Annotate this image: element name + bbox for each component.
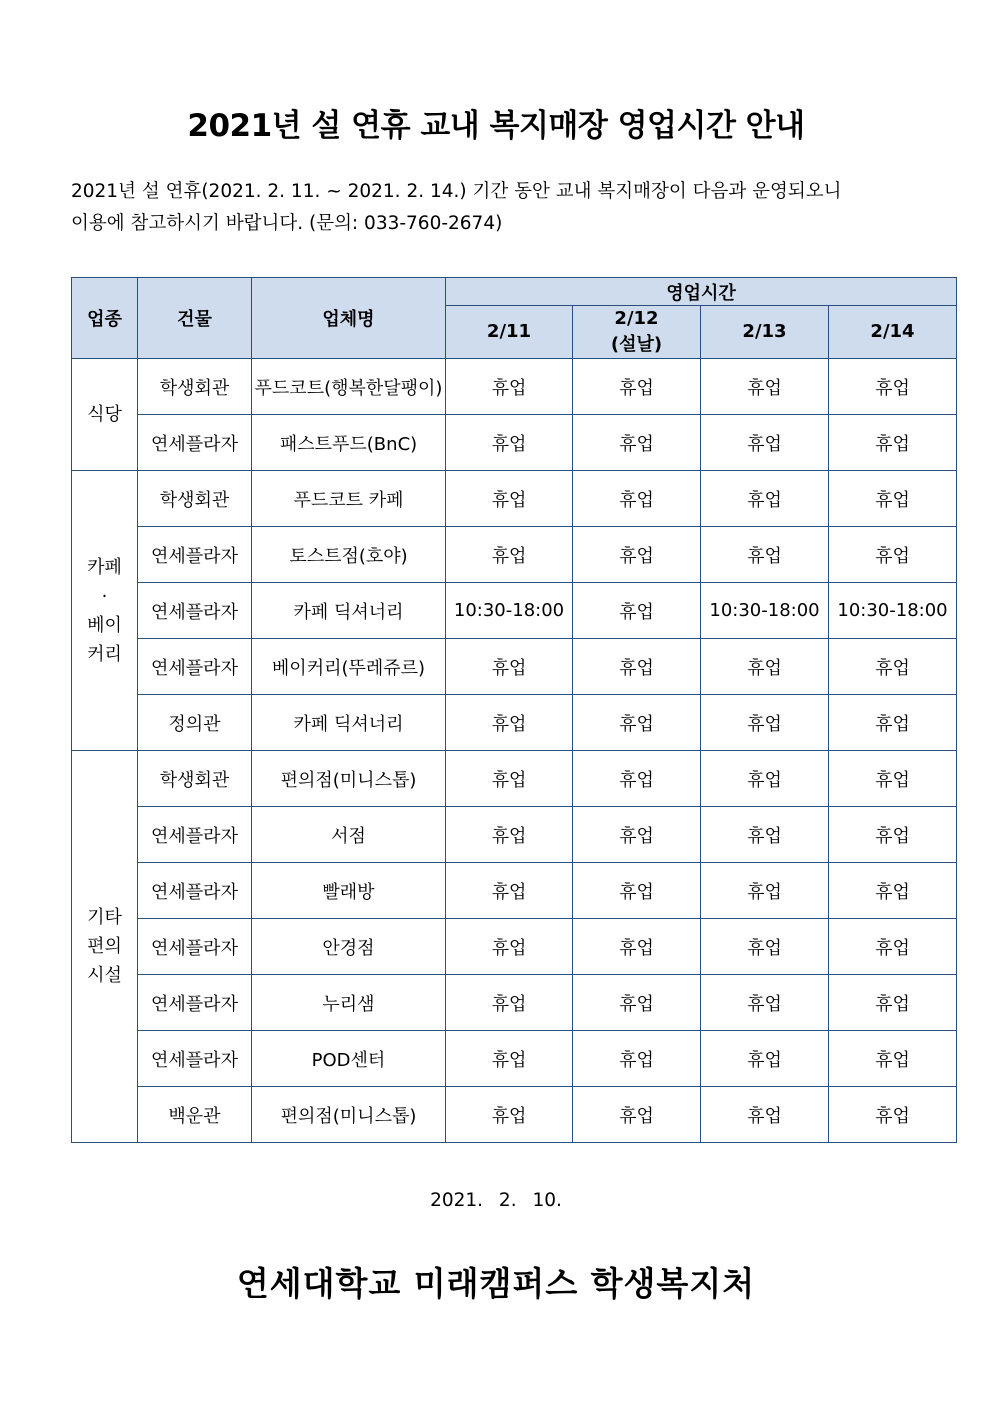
- store-cell: 누리샘: [252, 975, 446, 1031]
- store-cell: 편의점(미니스톱): [252, 751, 446, 807]
- category-cell-cafe: 카페 · 베이 커리: [72, 471, 138, 751]
- store-cell: 카페 딕셔너리: [252, 695, 446, 751]
- table-row: [72, 807, 957, 863]
- header-date-0214: 2/14: [829, 306, 957, 359]
- hours-cell-0211: 휴업: [446, 1031, 573, 1087]
- hours-cell-0212: 휴업: [573, 639, 701, 695]
- hours-cell-0212: 휴업: [573, 1087, 701, 1143]
- hours-cell-0211: 휴업: [446, 639, 573, 695]
- hours-cell-0214: 휴업: [829, 751, 957, 807]
- header-date-0212: [573, 306, 701, 359]
- category-cell-other: 기타 편의 시설: [72, 751, 138, 1143]
- hours-cell-0212: 휴업: [573, 359, 701, 415]
- header-date-0213: 2/13: [701, 306, 829, 359]
- building-cell: 연세플라자: [138, 1031, 252, 1087]
- hours-cell-0213: 휴업: [701, 1031, 829, 1087]
- hours-cell-0211: 휴업: [446, 975, 573, 1031]
- intro-line-2: 이용에 참고하시기 바랍니다. (문의: 033-760-2674): [71, 213, 503, 234]
- table-row: [72, 415, 957, 471]
- store-cell: 안경점: [252, 919, 446, 975]
- hours-cell-0214: 휴업: [829, 863, 957, 919]
- hours-cell-0211: 휴업: [446, 807, 573, 863]
- hours-cell-0212: 휴업: [573, 751, 701, 807]
- hours-cell-0211: 10:30-18:00: [446, 583, 573, 639]
- building-cell: 학생회관: [138, 751, 252, 807]
- store-cell: 베이커리(뚜레쥬르): [252, 639, 446, 695]
- hours-cell-0211: 휴업: [446, 1087, 573, 1143]
- header-category: 업종: [72, 278, 138, 359]
- category-cell-dining: 식당: [72, 359, 138, 471]
- hours-cell-0213: 휴업: [701, 807, 829, 863]
- table-row: [72, 751, 957, 807]
- hours-cell-0211: 휴업: [446, 751, 573, 807]
- hours-cell-0212: 휴업: [573, 471, 701, 527]
- hours-cell-0213: 휴업: [701, 471, 829, 527]
- hours-cell-0211: 휴업: [446, 695, 573, 751]
- hours-cell-0213: 휴업: [701, 639, 829, 695]
- hours-cell-0214: 휴업: [829, 1087, 957, 1143]
- store-cell: 카페 딕셔너리: [252, 583, 446, 639]
- header-store: 업체명: [252, 278, 446, 359]
- hours-cell-0212: 휴업: [573, 527, 701, 583]
- building-cell: 연세플라자: [138, 639, 252, 695]
- hours-cell-0213: 휴업: [701, 527, 829, 583]
- table-row: [72, 359, 957, 415]
- table-row: [72, 1087, 957, 1143]
- building-cell: 연세플라자: [138, 583, 252, 639]
- store-cell: 편의점(미니스톱): [252, 1087, 446, 1143]
- store-cell: 푸드코트 카페: [252, 471, 446, 527]
- table-row: [72, 583, 957, 639]
- building-cell: 연세플라자: [138, 919, 252, 975]
- hours-cell-0212: 휴업: [573, 807, 701, 863]
- hours-cell-0211: 휴업: [446, 919, 573, 975]
- hours-cell-0213: 휴업: [701, 751, 829, 807]
- table-row: [72, 527, 957, 583]
- table-row: [72, 919, 957, 975]
- document-title: 2021년 설 연휴 교내 복지매장 영업시간 안내: [187, 108, 805, 144]
- hours-cell-0211: 휴업: [446, 527, 573, 583]
- intro-paragraph: [71, 176, 931, 240]
- hours-cell-0214: 휴업: [829, 359, 957, 415]
- hours-cell-0211: 휴업: [446, 359, 573, 415]
- hours-cell-0214: 휴업: [829, 471, 957, 527]
- document-date: 2021. 2. 10.: [430, 1190, 562, 1211]
- hours-cell-0212: 휴업: [573, 583, 701, 639]
- hours-cell-0213: 휴업: [701, 975, 829, 1031]
- building-cell: 연세플라자: [138, 975, 252, 1031]
- hours-cell-0214: 휴업: [829, 975, 957, 1031]
- header-date-0211: 2/11: [446, 306, 573, 359]
- hours-cell-0214: 10:30-18:00: [829, 583, 957, 639]
- store-cell: 푸드코트(행복한달팽이): [252, 359, 446, 415]
- hours-cell-0214: 휴업: [829, 415, 957, 471]
- building-cell: 정의관: [138, 695, 252, 751]
- building-cell: 백운관: [138, 1087, 252, 1143]
- header-date-0212-note: (설날): [610, 334, 663, 355]
- header-date-0212-date: 2/12: [614, 308, 659, 329]
- hours-cell-0212: 휴업: [573, 415, 701, 471]
- table-row: [72, 975, 957, 1031]
- building-cell: 연세플라자: [138, 807, 252, 863]
- header-hours: 영업시간: [446, 278, 957, 306]
- building-cell: 연세플라자: [138, 527, 252, 583]
- hours-cell-0214: 휴업: [829, 639, 957, 695]
- store-cell: POD센터: [252, 1031, 446, 1087]
- table-row: [72, 639, 957, 695]
- organization-name: 연세대학교 미래캠퍼스 학생복지처: [236, 1264, 756, 1303]
- business-hours-table: [71, 277, 957, 1143]
- table-row: [72, 863, 957, 919]
- hours-cell-0213: 휴업: [701, 919, 829, 975]
- store-cell: 빨래방: [252, 863, 446, 919]
- building-cell: 연세플라자: [138, 863, 252, 919]
- table-row: [72, 695, 957, 751]
- hours-cell-0212: 휴업: [573, 975, 701, 1031]
- building-cell: 학생회관: [138, 471, 252, 527]
- hours-cell-0213: 휴업: [701, 695, 829, 751]
- table-row: [72, 1031, 957, 1087]
- hours-cell-0212: 휴업: [573, 1031, 701, 1087]
- store-cell: 패스트푸드(BnC): [252, 415, 446, 471]
- hours-cell-0213: 휴업: [701, 415, 829, 471]
- hours-cell-0213: 휴업: [701, 863, 829, 919]
- hours-cell-0214: 휴업: [829, 807, 957, 863]
- hours-cell-0213: 휴업: [701, 1087, 829, 1143]
- building-cell: 연세플라자: [138, 415, 252, 471]
- hours-cell-0212: 휴업: [573, 695, 701, 751]
- building-cell: 학생회관: [138, 359, 252, 415]
- hours-cell-0214: 휴업: [829, 1031, 957, 1087]
- hours-cell-0213: 휴업: [701, 359, 829, 415]
- hours-cell-0211: 휴업: [446, 471, 573, 527]
- hours-cell-0211: 휴업: [446, 863, 573, 919]
- table-row: [72, 471, 957, 527]
- hours-cell-0214: 휴업: [829, 527, 957, 583]
- hours-cell-0212: 휴업: [573, 919, 701, 975]
- store-cell: 토스트점(호야): [252, 527, 446, 583]
- store-cell: 서점: [252, 807, 446, 863]
- hours-cell-0213: 10:30-18:00: [701, 583, 829, 639]
- hours-cell-0214: 휴업: [829, 919, 957, 975]
- intro-line-1: 2021년 설 연휴(2021. 2. 11. ~ 2021. 2. 14.) 기간 동안 교내 복지매장이 다음과 운영되오니: [71, 181, 842, 202]
- hours-cell-0212: 휴업: [573, 863, 701, 919]
- hours-cell-0214: 휴업: [829, 695, 957, 751]
- hours-cell-0211: 휴업: [446, 415, 573, 471]
- header-building: 건물: [138, 278, 252, 359]
